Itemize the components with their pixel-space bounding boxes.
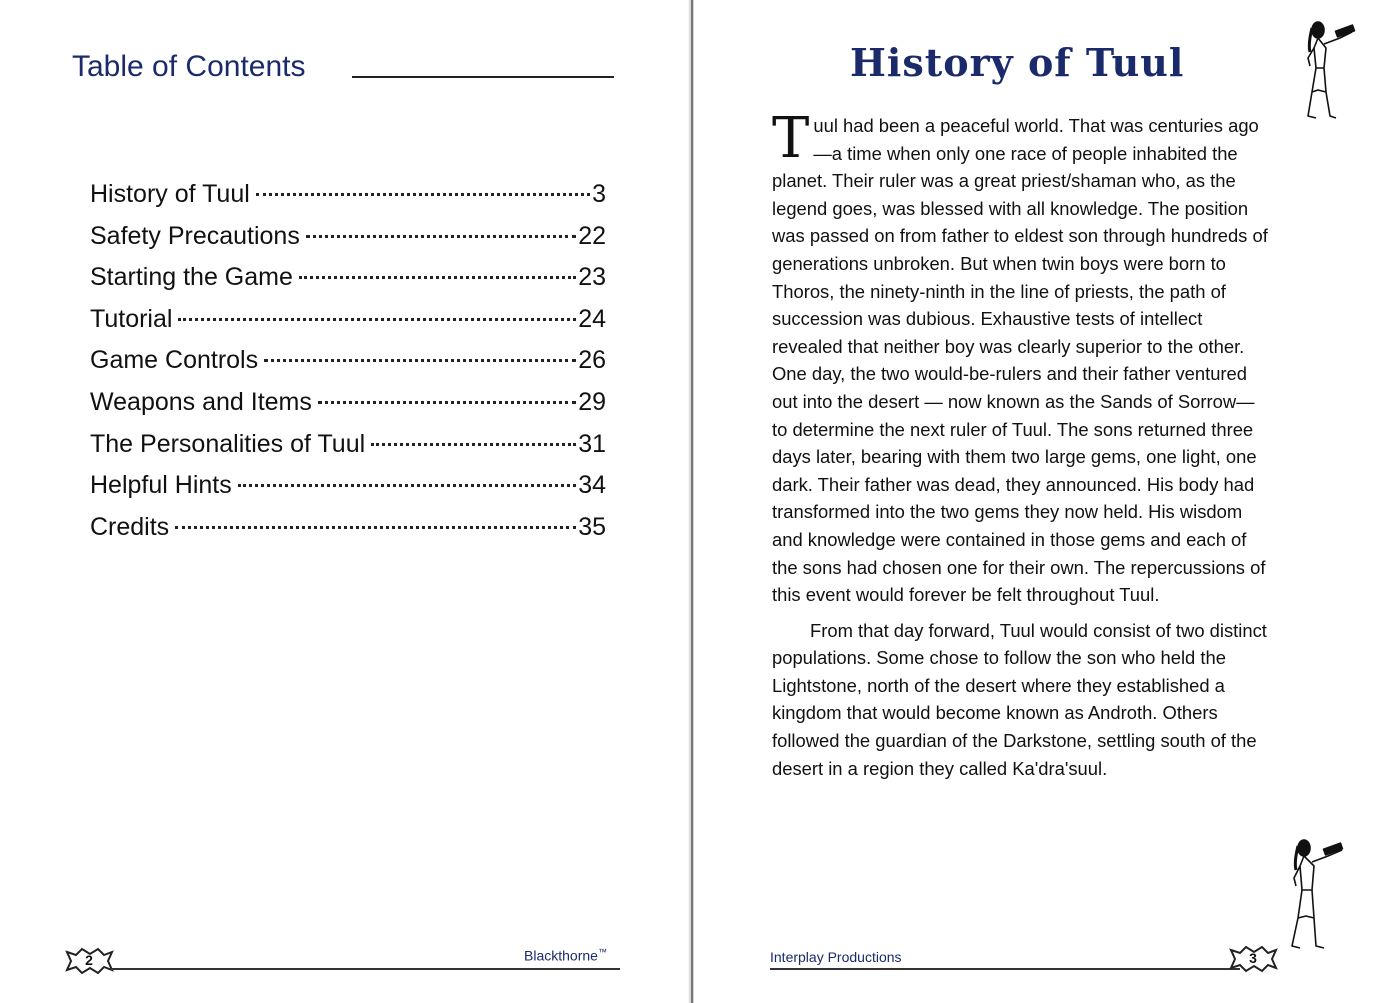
toc-entry	[90, 305, 606, 347]
toc-entry	[90, 471, 606, 513]
toc-entry-label: The Personalities of Tuul	[90, 429, 366, 458]
drop-cap: T	[772, 106, 810, 171]
story-paragraph-1-text: uul had been a peaceful world. That was centuries ago—a time when only one race of people inhabited the planet. Their ruler was a great priest/shaman who, as the legend goes, was blessed with all knowledge. The position was passed on from father to eldest son through hundreds of generations unbroken. But when twin boys were born to Thoros, the ninety-ninth in the line of priests, the path of succession was dubious. Exhaustive tests of intellect revealed that neither boy was clearly superior to the other. One day, the two would-be-rulers and their father ventured out into the desert — now known as the Sands of Sorrow— to determine the next ruler of Tuul. The sons returned three days later, bearing with them two large gems, one light, one dark. Their father was dead, they announced. His body had transformed into the two gems they now held. His wisdom and knowledge were contained in those gems and each of the sons had chosen one for their own. The repercussions of this event would forever be felt throughout Tuul.	[772, 115, 1268, 606]
toc-entry-label: Helpful Hints	[90, 471, 232, 500]
toc-entry-page: 35	[578, 512, 606, 541]
toc-entry-label: Game Controls	[90, 346, 259, 375]
toc-dot-leader	[256, 193, 590, 196]
toc-entry-page: 31	[578, 429, 606, 458]
footer-rule-right	[770, 968, 1240, 970]
toc-entry-page: 29	[578, 387, 606, 416]
toc-dot-leader	[238, 484, 576, 487]
toc-dot-leader	[178, 318, 576, 321]
story-title: History of Tuul	[850, 40, 1185, 85]
page-number-left: 2	[85, 952, 93, 968]
page-number-badge-right	[1228, 944, 1278, 974]
toc-entry	[90, 513, 606, 555]
footer-rule-left	[110, 968, 620, 970]
trademark-symbol: ™	[597, 947, 607, 957]
toc-entry-label: Weapons and Items	[90, 387, 312, 416]
toc-entry-page: 26	[578, 346, 606, 375]
toc-entry	[90, 180, 606, 222]
toc-entry	[90, 388, 606, 430]
toc-entry-page: 3	[592, 180, 606, 208]
toc-dot-leader	[306, 235, 576, 238]
toc-list	[90, 180, 606, 554]
warrior-figure-icon	[1296, 18, 1362, 122]
toc-entry-page: 23	[578, 263, 606, 292]
toc-dot-leader	[175, 526, 576, 529]
toc-entry-page: 24	[578, 304, 606, 333]
toc-entry-page: 22	[578, 221, 606, 250]
footer-brand-left	[524, 947, 607, 964]
toc-title: Table of Contents	[72, 50, 306, 83]
toc-entry	[90, 430, 606, 472]
toc-entry-page: 34	[578, 471, 606, 500]
toc-title-rule	[352, 76, 614, 78]
story-paragraph-1	[772, 106, 1274, 609]
story-body	[772, 106, 1274, 782]
story-paragraph-2: From that day forward, Tuul would consist of two distinct populations. Some chose to follow the son who held the Lightstone, north of the desert where they established a kingdom that would become known as Androth. Others followed the guardian of the Darkstone, settling south of the desert in a region they called Ka'dra'suul.	[772, 619, 1267, 779]
toc-entry-label: Credits	[90, 512, 170, 541]
toc-entry	[90, 346, 606, 388]
toc-entry-label: History of Tuul	[90, 180, 250, 208]
toc-entry-label: Starting the Game	[90, 263, 293, 292]
toc-entry-label: Safety Precautions	[90, 221, 300, 250]
toc-dot-leader	[264, 359, 576, 362]
page-number-right: 3	[1249, 950, 1257, 966]
toc-dot-leader	[318, 401, 576, 404]
toc-entry-label: Tutorial	[90, 304, 173, 333]
toc-entry	[90, 263, 606, 305]
toc-entry	[90, 222, 606, 264]
page-number-badge-left	[64, 946, 114, 976]
warrior-figure-icon	[1284, 834, 1348, 954]
toc-dot-leader	[299, 276, 576, 279]
footer-brand-right: Interplay Productions	[770, 949, 902, 965]
toc-dot-leader	[371, 443, 576, 446]
footer-brand-text: Blackthorne	[524, 947, 598, 964]
